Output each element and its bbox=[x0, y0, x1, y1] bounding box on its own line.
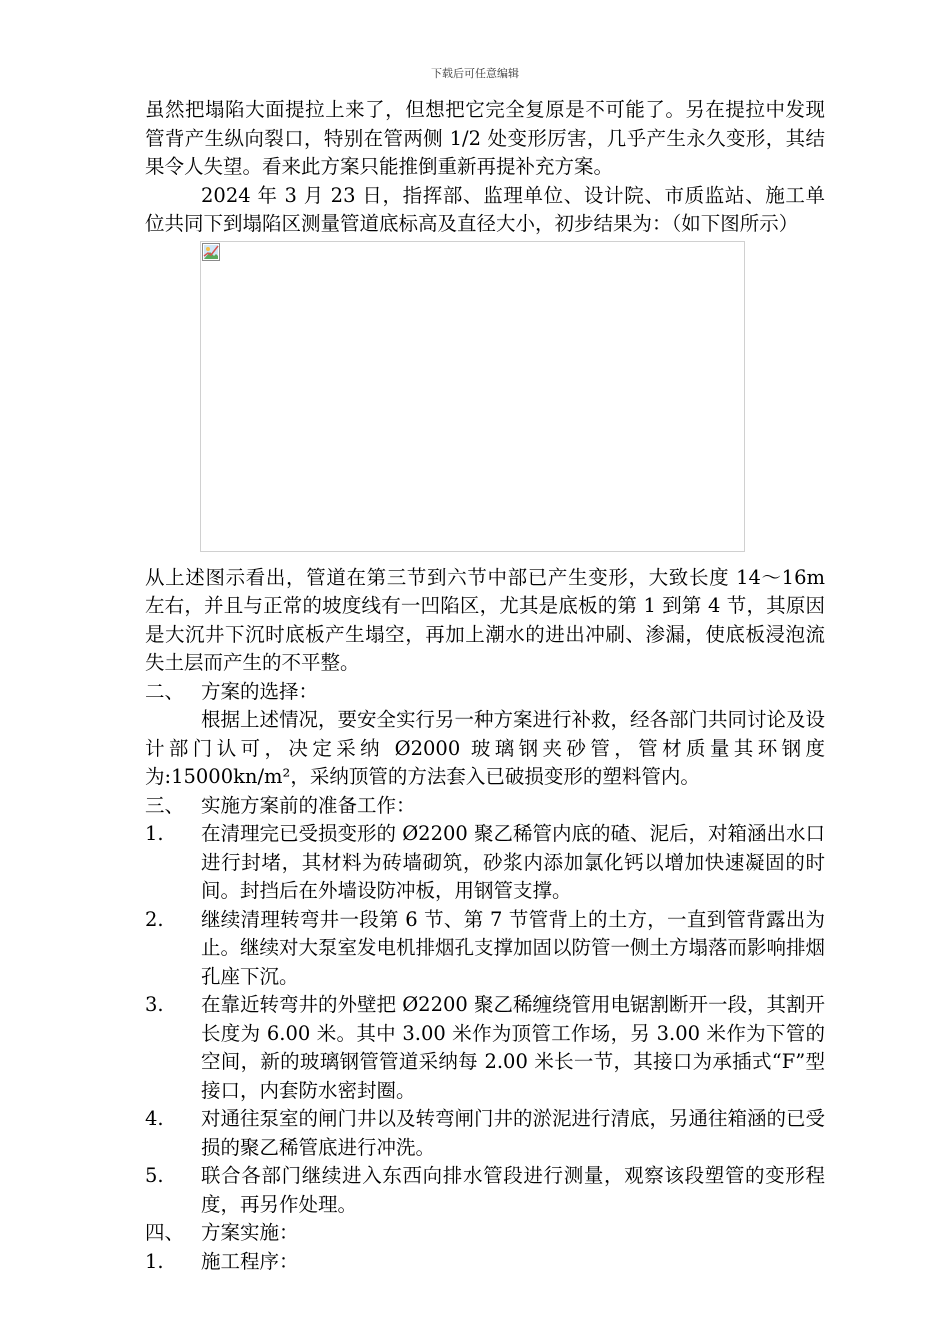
list-item bbox=[145, 820, 825, 906]
list-item bbox=[145, 991, 825, 1105]
list-item bbox=[145, 906, 825, 992]
section-heading-4 bbox=[145, 1219, 825, 1248]
paragraph-1: 虽然把塌陷大面提拉上来了，但想把它完全复原是不可能了。另在提拉中发现管背产生纵向裂口，特别在管两侧 1/2 处变形厉害，几乎产生永久变形，其结果令人失望。看来此方案只能推倒重新再提补充方案。 bbox=[145, 98, 825, 178]
section-title: 方案的选择： bbox=[201, 679, 319, 703]
section-title: 实施方案前的准备工作： bbox=[201, 793, 416, 817]
paragraph-3: 从上述图示看出，管道在第三节到六节中部已产生变形，大致长度 14～16m 左右，并且与正常的坡度线有一凹陷区，尤其是底板的第 1 到第 4 节，其原因是大沉井下沉时底板产生塌空，再加上潮水的进出冲刷、渗漏，使底板浸泡流失土层而产生的不平整。 bbox=[145, 565, 825, 674]
section-heading-2 bbox=[145, 678, 825, 707]
paragraph-2: 2024 年 3 月 23 日，指挥部、监理单位、设计院、市质监站、施工单位共同下到塌陷区测量管道底标高及直径大小，初步结果为：（如下图所示） bbox=[145, 183, 825, 235]
page-header: 下载后可任意编辑 bbox=[431, 67, 519, 80]
list-text: 继续清理转弯井一段第 6 节、第 7 节管背上的土方，一直到管背露出为止。继续对大泵室发电机排烟孔支撑加固以防管一侧土方塌落而影响排烟孔座下沉。 bbox=[201, 907, 826, 988]
section-heading-3 bbox=[145, 792, 825, 821]
list-text: 在清理完已受损变形的 Ø2200 聚乙稀管内底的碴、泥后，对箱涵出水口进行封堵，其材料为砖墙砌筑，砂浆内添加氯化钙以增加快速凝固的时间。封挡后在外墙设防冲板，用钢管支撑。 bbox=[201, 822, 826, 902]
list-text: 在靠近转弯井的外壁把 Ø2200 聚乙稀缠绕管用电锯割断开一段，其割开长度为 6.00 米。其中 3.00 米作为顶管工作场，另 3.00 米作为下管的空间，新的玻璃钢管管道采纳每 2.00 米长一节，其接口为承插式“F”型接口，内套防水密封圈。 bbox=[201, 993, 826, 1102]
list-number: 5. bbox=[145, 1164, 164, 1187]
list-number: 1. bbox=[145, 1249, 164, 1273]
section-number: 二、 bbox=[145, 679, 185, 703]
section-number: 三、 bbox=[145, 793, 185, 817]
list-text: 联合各部门继续进入东西向排水管段进行测量，观察该段塑管的变形程度，再另作处理。 bbox=[201, 1164, 825, 1216]
broken-image-icon bbox=[202, 243, 220, 261]
section-title: 方案实施： bbox=[201, 1221, 299, 1244]
document-body bbox=[145, 96, 825, 1276]
figure-placeholder bbox=[200, 241, 745, 552]
list-number: 2. bbox=[145, 907, 164, 931]
list-text: 对通往泵室的闸门井以及转弯闸门井的淤泥进行清底，另通往箱涵的已受损的聚乙稀管底进行冲洗。 bbox=[201, 1107, 826, 1159]
list-number: 1. bbox=[145, 822, 164, 845]
list-item bbox=[145, 1162, 825, 1219]
list-text: 施工程序： bbox=[201, 1249, 299, 1273]
list-item bbox=[145, 1105, 825, 1162]
list-item bbox=[145, 1248, 825, 1277]
paragraph-4: 根据上述情况，要安全实行另一种方案进行补救，经各部门共同讨论及设计部门认可，决定采纳 Ø2000 玻璃钢夹砂管，管材质量其环钢度为:15000kn/m²，采纳顶管的方法套入已破损变形的塑料管内。 bbox=[145, 708, 826, 788]
list-number: 3. bbox=[145, 993, 164, 1016]
list-number: 4. bbox=[145, 1107, 164, 1130]
section-number: 四、 bbox=[145, 1221, 185, 1244]
